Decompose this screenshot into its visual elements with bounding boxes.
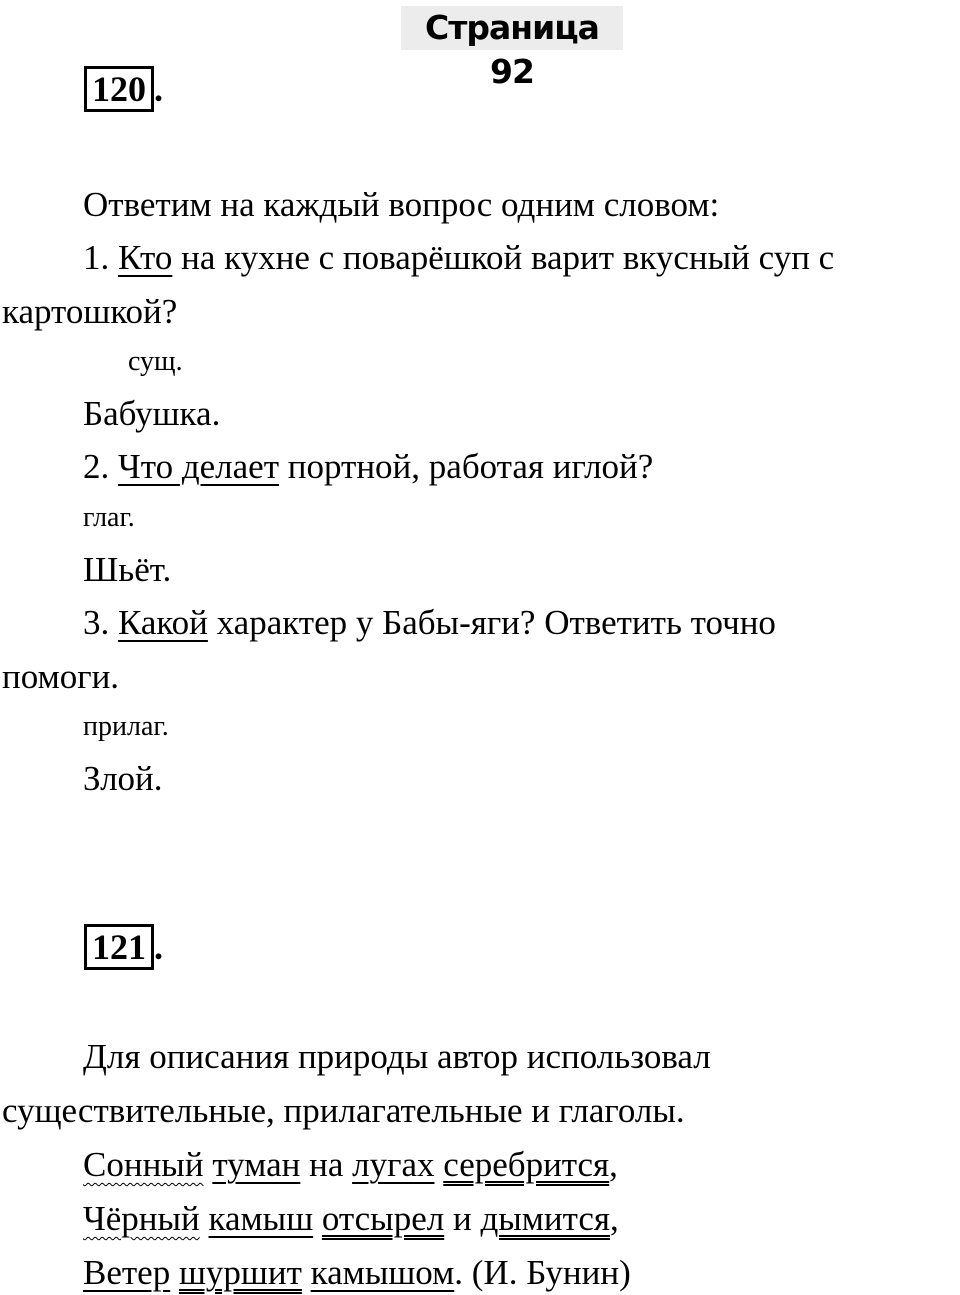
task-120-answer-1: Бабушка. [83, 394, 221, 433]
task-120-question-3-cont: помоги. [2, 657, 120, 696]
task-121-intro-1: Для описания природы автор использовал [83, 1037, 711, 1076]
task-120-answer-2: Шьёт. [83, 550, 172, 589]
task-120-label-1: сущ. [128, 346, 183, 377]
task-121-number: 121 . [84, 924, 163, 968]
task-120-answer-3: Злой. [83, 759, 163, 798]
task-120-question-3: 3. Какой характер у Бабы-яги? Ответить точно [83, 603, 776, 642]
task-120-question-1: 1. Кто на кухне с поварёшкой варит вкусный суп с [83, 238, 835, 277]
task-120-label-3: прилаг. [83, 711, 169, 742]
poem-line-3: Ветер шуршит камышом. (И. Бунин) [83, 1253, 631, 1292]
task-121-intro-2: существительные, прилагательные и глаголы. [2, 1091, 685, 1130]
task-120-question-1-cont: картошкой? [2, 292, 178, 331]
task-120-question-2: 2. Что делает портной, работая иглой? [83, 447, 654, 486]
poem-line-2: Чёрный камыш отсырел и дымится, [83, 1199, 619, 1238]
task-120-label-2: глаг. [83, 502, 135, 533]
poem-line-1: Сонный туман на лугах серебрится, [83, 1145, 618, 1184]
task-120-number: 120 . [84, 66, 163, 110]
page-title: Страница 92 [401, 6, 623, 50]
task-120-intro: Ответим на каждый вопрос одним словом: [83, 185, 720, 224]
